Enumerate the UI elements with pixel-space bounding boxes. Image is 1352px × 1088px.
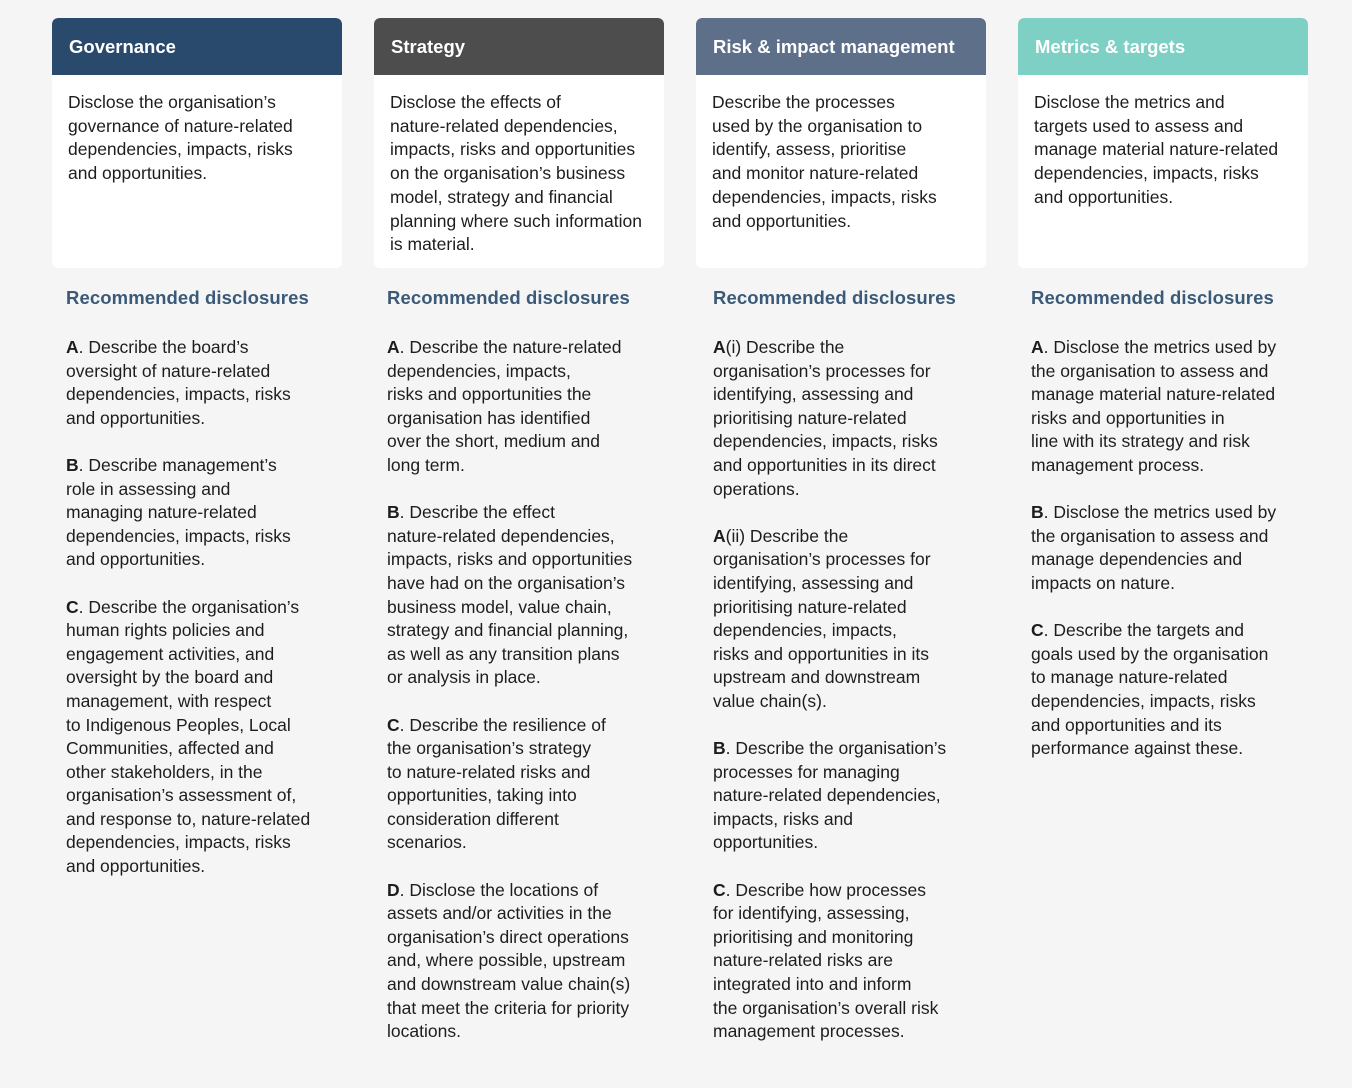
disclosure-line: [713, 643, 980, 667]
disclosure-text: performance against these.: [1031, 738, 1244, 759]
disclosure-line: [387, 1020, 658, 1044]
disclosure-line: [387, 926, 658, 950]
pillar-header: Metrics & targets: [1018, 18, 1308, 75]
disclosure-item: [387, 336, 658, 478]
disclosure-line: [66, 643, 336, 667]
disclosure-line: [387, 902, 658, 926]
disclosure-text: assets and/or activities in the: [387, 903, 612, 924]
disclosure-line: [1031, 690, 1302, 714]
description-line: on the organisation’s business: [390, 163, 626, 184]
description-line: planning where such information: [390, 210, 642, 231]
disclosure-line: [387, 525, 658, 549]
disclosure-line: [387, 666, 658, 690]
recommended-disclosures-heading: Recommended disclosures: [66, 287, 309, 308]
recommended-disclosures: [1018, 287, 1308, 761]
disclosure-line: [713, 808, 980, 832]
disclosure-text: integrated into and inform: [713, 974, 912, 995]
disclosure-line: [1031, 501, 1302, 525]
disclosure-line: [387, 761, 658, 785]
disclosure-line: [1031, 548, 1302, 572]
disclosure-text: line with its strategy and risk: [1031, 431, 1250, 452]
disclosure-line: [66, 808, 336, 832]
disclosure-line: [713, 407, 980, 431]
disclosure-text: consideration different: [387, 808, 559, 829]
disclosure-text: and opportunities in its direct: [713, 454, 936, 475]
disclosure-item: [713, 525, 980, 714]
disclosure-line: [1031, 619, 1302, 643]
description-line: governance of nature-related: [68, 115, 293, 136]
disclosure-line: [713, 596, 980, 620]
disclosure-letter: C: [713, 879, 726, 900]
disclosure-line: [387, 360, 658, 384]
disclosure-line: [66, 360, 336, 384]
disclosure-line: [66, 501, 336, 525]
description-line: and opportunities.: [1034, 186, 1174, 207]
disclosure-text: . Disclose the locations of: [399, 879, 599, 900]
disclosure-line: [66, 548, 336, 572]
disclosure-text: nature-related risks are: [713, 950, 893, 971]
disclosure-line: [1031, 737, 1302, 761]
disclosure-line: [713, 737, 980, 761]
disclosure-text: impacts, risks and opportunities: [387, 549, 633, 570]
disclosure-line: [387, 548, 658, 572]
disclosure-text: the organisation to assess and: [1031, 360, 1269, 381]
disclosure-text: risks and opportunities in its: [713, 643, 929, 664]
disclosure-letter: C: [1031, 620, 1044, 641]
disclosure-line: [713, 478, 980, 502]
disclosure-line: [713, 572, 980, 596]
disclosure-line: [66, 596, 336, 620]
pillar-column: [374, 18, 664, 1044]
disclosure-line: [66, 714, 336, 738]
disclosure-line: [1031, 407, 1302, 431]
disclosure-line: [387, 737, 658, 761]
disclosure-line: [66, 666, 336, 690]
description-line: and monitor nature-related: [712, 163, 919, 184]
recommended-disclosures-heading: Recommended disclosures: [387, 287, 630, 308]
disclosure-line: [1031, 454, 1302, 478]
disclosure-letter: A: [713, 525, 726, 546]
pillar-column: [1018, 18, 1308, 761]
disclosure-text: and downstream value chain(s): [387, 974, 631, 995]
disclosure-text: to Indigenous Peoples, Local: [66, 714, 291, 735]
disclosure-item: [387, 879, 658, 1044]
disclosure-letter: D: [387, 879, 400, 900]
description-line: dependencies, impacts, risks: [1034, 163, 1259, 184]
disclosure-text: scenarios.: [387, 832, 467, 853]
disclosure-text: human rights policies and: [66, 620, 265, 641]
disclosure-text: opportunities, taking into: [387, 785, 577, 806]
recommended-disclosures: [696, 287, 986, 1044]
disclosure-text: manage dependencies and: [1031, 549, 1243, 570]
disclosure-text: to nature-related risks and: [387, 761, 591, 782]
disclosure-line: [1031, 714, 1302, 738]
disclosure-line: [387, 501, 658, 525]
disclosure-text: dependencies, impacts, risks: [66, 832, 291, 853]
disclosure-line: [713, 690, 980, 714]
description-line: dependencies, impacts, risks: [68, 139, 293, 160]
disclosure-text: management process.: [1031, 454, 1205, 475]
disclosure-text: locations.: [387, 1021, 461, 1042]
disclosure-text: and, where possible, upstream: [387, 950, 626, 971]
description-line: and opportunities.: [712, 210, 852, 231]
disclosure-line: [66, 336, 336, 360]
disclosure-text: management processes.: [713, 1021, 905, 1042]
pillar-card: [696, 18, 986, 268]
description-line: used by the organisation to: [712, 115, 923, 136]
disclosure-text: . Disclose the metrics used by: [1043, 502, 1277, 523]
disclosure-line: [713, 383, 980, 407]
description-line: dependencies, impacts, risks: [712, 186, 937, 207]
disclosure-text: and response to, nature-related: [66, 808, 311, 829]
pillar-description: [1018, 75, 1308, 210]
disclosure-letter: A: [66, 337, 79, 357]
disclosure-item: [1031, 619, 1302, 761]
disclosure-line: [387, 596, 658, 620]
disclosure-line: [66, 454, 336, 478]
disclosure-text: organisation’s assessment of,: [66, 785, 297, 806]
disclosure-line: [713, 831, 980, 855]
disclosure-text: organisation has identified: [387, 407, 591, 428]
disclosure-text: prioritising nature-related: [713, 596, 907, 617]
disclosure-text: prioritising nature-related: [713, 407, 907, 428]
disclosure-text: and opportunities.: [66, 856, 206, 877]
disclosure-text: . Describe management’s: [78, 454, 277, 475]
description-line: Describe the processes: [712, 92, 895, 112]
disclosure-line: [387, 643, 658, 667]
disclosure-text: . Describe the nature-related: [399, 337, 622, 357]
disclosure-item: [713, 336, 980, 501]
disclosure-line: [713, 548, 980, 572]
disclosure-letter: C: [387, 714, 400, 735]
disclosure-line: [66, 383, 336, 407]
pillar-card: [1018, 18, 1308, 268]
disclosure-line: [713, 926, 980, 950]
pillar-column: [52, 18, 342, 879]
disclosure-text: goals used by the organisation: [1031, 643, 1269, 664]
disclosure-text: manage material nature-related: [1031, 384, 1276, 405]
disclosure-text: role in assessing and: [66, 478, 231, 499]
disclosure-letter: B: [66, 454, 79, 475]
pillar-header: Governance: [52, 18, 342, 75]
recommended-disclosures-heading: Recommended disclosures: [713, 287, 956, 308]
disclosure-line: [713, 1020, 980, 1044]
disclosure-line: [713, 761, 980, 785]
disclosure-text: dependencies, impacts, risks: [1031, 690, 1256, 711]
disclosure-line: [1031, 430, 1302, 454]
disclosure-text: and opportunities and its: [1031, 714, 1222, 735]
disclosure-text: dependencies, impacts,: [387, 360, 571, 381]
disclosure-letter: A: [1031, 337, 1044, 357]
disclosure-line: [387, 949, 658, 973]
disclosure-text: over the short, medium and: [387, 431, 601, 452]
disclosure-text: . Describe the effect: [399, 502, 555, 523]
disclosure-item: [387, 501, 658, 690]
disclosure-text: impacts on nature.: [1031, 572, 1175, 593]
recommended-disclosures: [374, 287, 664, 1044]
disclosure-line: [713, 430, 980, 454]
disclosure-text: have had on the organisation’s: [387, 572, 626, 593]
disclosure-item: [387, 714, 658, 856]
disclosure-line: [713, 525, 980, 549]
disclosure-line: [66, 761, 336, 785]
disclosure-text: . Describe the board’s: [78, 337, 249, 357]
disclosure-letter: B: [387, 502, 400, 523]
disclosure-item: [1031, 501, 1302, 595]
disclosure-item: [66, 454, 336, 572]
disclosure-text: engagement activities, and: [66, 643, 275, 664]
disclosure-line: [713, 784, 980, 808]
disclosure-text: . Describe the organisation’s: [725, 738, 947, 759]
disclosure-letter: A: [387, 337, 400, 357]
disclosure-text: management, with respect: [66, 690, 272, 711]
disclosure-letter: C: [66, 596, 79, 617]
pillar-description: [696, 75, 986, 233]
pillar-card: [52, 18, 342, 268]
disclosure-line: [387, 997, 658, 1021]
disclosure-text: oversight by the board and: [66, 667, 274, 688]
disclosure-line: [387, 383, 658, 407]
disclosure-text: and opportunities.: [66, 407, 206, 428]
disclosure-text: (i) Describe the: [725, 337, 845, 357]
description-line: is material.: [390, 234, 475, 255]
disclosure-line: [387, 784, 658, 808]
disclosure-line: [1031, 383, 1302, 407]
disclosure-text: that meet the criteria for priority: [387, 997, 630, 1018]
disclosure-text: . Describe the resilience of: [399, 714, 606, 735]
disclosure-text: for identifying, assessing,: [713, 903, 910, 924]
description-line: manage material nature-related: [1034, 139, 1279, 160]
disclosure-text: the organisation to assess and: [1031, 525, 1269, 546]
disclosure-line: [66, 619, 336, 643]
disclosure-line: [387, 831, 658, 855]
disclosure-line: [387, 619, 658, 643]
disclosure-item: [713, 737, 980, 855]
disclosure-text: risks and opportunities the: [387, 384, 592, 405]
disclosure-text: nature-related dependencies,: [713, 785, 941, 806]
disclosure-text: Communities, affected and: [66, 738, 274, 759]
pillar-description: [52, 75, 342, 186]
disclosure-line: [387, 973, 658, 997]
description-line: Disclose the organisation’s: [68, 92, 276, 112]
disclosure-line: [713, 997, 980, 1021]
disclosure-line: [1031, 360, 1302, 384]
disclosure-line: [713, 454, 980, 478]
disclosure-text: identifying, assessing and: [713, 384, 914, 405]
disclosure-line: [713, 619, 980, 643]
disclosure-line: [713, 879, 980, 903]
disclosure-text: other stakeholders, in the: [66, 761, 263, 782]
disclosure-text: . Describe how processes: [725, 879, 927, 900]
disclosure-text: nature-related dependencies,: [387, 525, 615, 546]
disclosure-text: prioritising and monitoring: [713, 926, 914, 947]
disclosure-line: [713, 902, 980, 926]
pillar-header: Strategy: [374, 18, 664, 75]
disclosure-text: managing nature-related: [66, 502, 257, 523]
pillar-description: [374, 75, 664, 257]
disclosure-line: [713, 666, 980, 690]
disclosure-line: [387, 879, 658, 903]
description-line: targets used to assess and: [1034, 115, 1244, 136]
disclosure-text: risks and opportunities in: [1031, 407, 1225, 428]
disclosure-text: as well as any transition plans: [387, 643, 620, 664]
disclosure-text: dependencies, impacts, risks: [713, 431, 938, 452]
disclosure-letter: B: [713, 738, 726, 759]
disclosure-text: organisation’s direct operations: [387, 926, 629, 947]
disclosure-text: dependencies, impacts, risks: [66, 384, 291, 405]
disclosure-line: [713, 360, 980, 384]
disclosure-text: (ii) Describe the: [725, 525, 849, 546]
disclosure-line: [713, 949, 980, 973]
description-line: nature-related dependencies,: [390, 115, 618, 136]
disclosure-text: opportunities.: [713, 832, 819, 853]
disclosure-line: [1031, 643, 1302, 667]
disclosure-line: [713, 973, 980, 997]
disclosure-text: . Disclose the metrics used by: [1043, 337, 1277, 357]
description-line: model, strategy and financial: [390, 186, 613, 207]
disclosure-letter: A: [713, 337, 726, 357]
disclosure-letter: B: [1031, 502, 1044, 523]
disclosure-line: [1031, 572, 1302, 596]
disclosure-text: long term.: [387, 454, 465, 475]
disclosure-item: [66, 336, 336, 430]
disclosure-text: the organisation’s strategy: [387, 738, 591, 759]
disclosure-line: [1031, 525, 1302, 549]
disclosure-text: . Describe the organisation’s: [78, 596, 300, 617]
disclosure-line: [66, 478, 336, 502]
disclosure-line: [387, 808, 658, 832]
disclosure-text: operations.: [713, 478, 800, 499]
disclosure-text: value chain(s).: [713, 690, 827, 711]
disclosure-line: [66, 855, 336, 879]
disclosure-line: [66, 690, 336, 714]
recommended-disclosures: [52, 287, 342, 879]
disclosure-text: the organisation’s overall risk: [713, 997, 939, 1018]
pillar-card: [374, 18, 664, 268]
disclosure-line: [387, 336, 658, 360]
disclosure-text: identifying, assessing and: [713, 572, 914, 593]
disclosure-line: [66, 737, 336, 761]
disclosure-line: [66, 831, 336, 855]
disclosure-line: [387, 430, 658, 454]
pillar-header: Risk & impact management: [696, 18, 986, 75]
description-line: identify, assess, prioritise: [712, 139, 907, 160]
disclosure-line: [387, 714, 658, 738]
disclosure-text: to manage nature-related: [1031, 667, 1228, 688]
recommended-disclosures-heading: Recommended disclosures: [1031, 287, 1274, 308]
disclosure-text: oversight of nature-related: [66, 360, 271, 381]
disclosure-text: and opportunities.: [66, 549, 206, 570]
disclosure-text: dependencies, impacts, risks: [66, 525, 291, 546]
disclosure-line: [66, 784, 336, 808]
disclosure-text: upstream and downstream: [713, 667, 921, 688]
disclosure-line: [713, 336, 980, 360]
description-line: impacts, risks and opportunities: [390, 139, 636, 160]
pillar-column: [696, 18, 986, 1044]
disclosure-text: . Describe the targets and: [1043, 620, 1245, 641]
disclosure-line: [1031, 666, 1302, 690]
disclosure-text: organisation’s processes for: [713, 549, 931, 570]
disclosure-item: [66, 596, 336, 879]
disclosure-line: [387, 572, 658, 596]
description-line: Disclose the metrics and: [1034, 92, 1225, 112]
disclosure-line: [66, 407, 336, 431]
disclosure-line: [66, 525, 336, 549]
disclosure-text: or analysis in place.: [387, 667, 541, 688]
disclosure-text: organisation’s processes for: [713, 360, 931, 381]
disclosure-item: [1031, 336, 1302, 478]
disclosure-text: processes for managing: [713, 761, 900, 782]
description-line: Disclose the effects of: [390, 92, 561, 112]
disclosure-text: business model, value chain,: [387, 596, 612, 617]
disclosure-line: [1031, 336, 1302, 360]
disclosure-text: impacts, risks and: [713, 808, 854, 829]
description-line: and opportunities.: [68, 163, 208, 184]
disclosure-text: strategy and financial planning,: [387, 620, 629, 641]
disclosure-line: [387, 454, 658, 478]
disclosure-item: [713, 879, 980, 1044]
disclosure-line: [387, 407, 658, 431]
disclosure-text: dependencies, impacts,: [713, 620, 897, 641]
